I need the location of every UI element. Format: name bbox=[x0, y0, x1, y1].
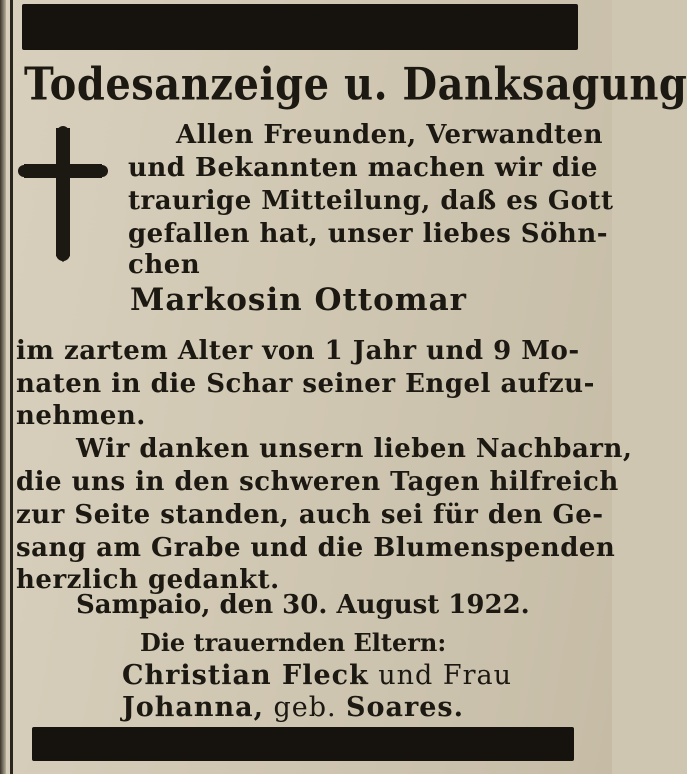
body-line-1: im zartem Alter von 1 Jahr und 9 Mo- bbox=[16, 336, 580, 366]
intro-line-2: und Bekannten machen wir die bbox=[128, 153, 598, 183]
thanks-line-1: Wir danken unsern lieben Nachbarn, bbox=[76, 434, 633, 464]
thanks-line-2: die uns in den schweren Tagen hilfreich bbox=[16, 467, 619, 497]
place-and-date: Sampaio, den 30. August 1922. bbox=[76, 590, 530, 620]
intro-line-3: traurige Mitteilung, daß es Gott bbox=[128, 186, 614, 216]
body-line-2: naten in die Schar seiner Engel aufzu- bbox=[16, 369, 595, 399]
bottom-border-bar bbox=[32, 727, 574, 761]
connector-text: und Frau bbox=[378, 660, 512, 691]
parents-label: Die trauernden Eltern: bbox=[140, 628, 447, 657]
page-edge-shadow bbox=[0, 0, 6, 774]
thanks-line-3: zur Seite standen, auch sei für den Ge- bbox=[16, 500, 604, 530]
nee-text: geb. bbox=[273, 692, 337, 723]
intro-line-5: chen bbox=[128, 250, 201, 280]
maiden-name: Soares. bbox=[346, 692, 465, 723]
latin-cross-icon bbox=[20, 128, 106, 262]
notice-title: Todesanzeige u. Danksagung bbox=[24, 58, 687, 111]
column-rule bbox=[10, 0, 13, 774]
mother-name: Johanna, bbox=[122, 692, 265, 723]
parents-line-2 bbox=[122, 692, 464, 723]
body-line-3: nehmen. bbox=[16, 401, 146, 431]
thanks-line-5: herzlich gedankt. bbox=[16, 565, 280, 595]
intro-line-4: gefallen hat, unser liebes Söhn- bbox=[128, 219, 609, 249]
deceased-name: Markosin Ottomar bbox=[130, 282, 467, 318]
father-name: Christian Fleck bbox=[122, 660, 369, 691]
top-border-bar bbox=[22, 4, 578, 50]
thanks-line-4: sang am Grabe und die Blumenspenden bbox=[16, 533, 616, 563]
intro-line-1: Allen Freunden, Verwandten bbox=[176, 120, 603, 150]
parents-line-1 bbox=[122, 660, 512, 691]
